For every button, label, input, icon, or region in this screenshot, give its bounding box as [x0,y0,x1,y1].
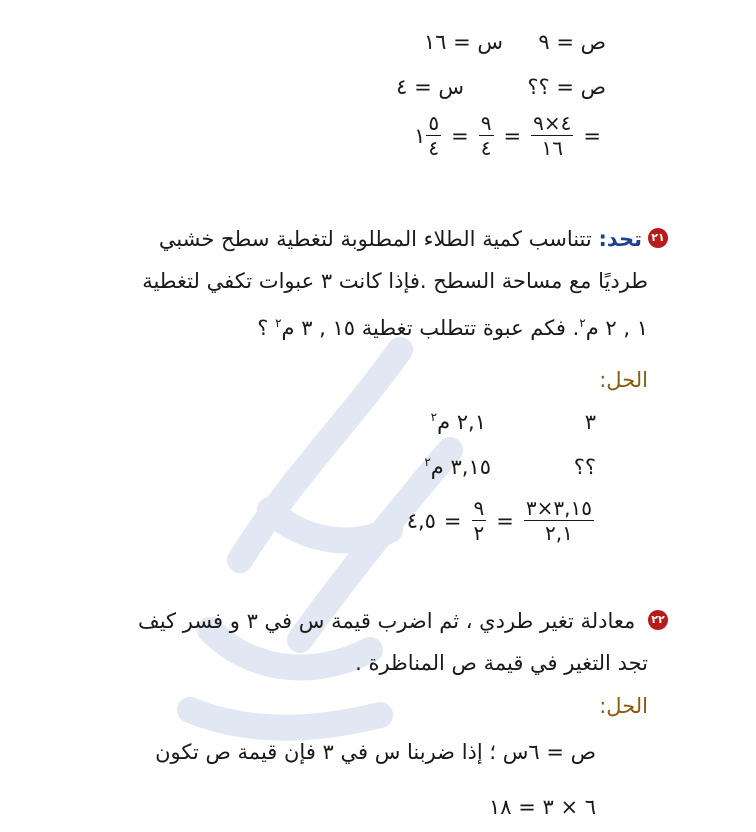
q21-f2-num: ٩ [473,496,485,520]
q22-number-badge: ٢٢ [648,610,668,630]
q21-result: ٤,٥ [406,508,436,533]
q21-line3 [88,302,648,349]
p1-f2-den: ٤ [480,136,492,160]
p1-frac3 [426,112,441,159]
q21-row1-sup: ٢ [430,410,438,424]
q22-line2: تجد التغير في قيمة ص المناظرة . [355,651,648,675]
q22-text [48,600,665,684]
q21-line3-a: ١ , ٢ م [585,316,648,340]
q21-f1-den: ٢,١ [545,521,573,545]
q21-text [88,218,665,349]
p1-frac2 [479,112,494,159]
q21-eq1: = [496,508,514,533]
q21-line3-sup: ٢ [579,316,586,330]
p1-f1-num: ٤×٩ [533,111,572,135]
q21-equation [407,497,596,544]
q21-frac2 [472,497,487,544]
q21-line3-c: ؟ [257,316,276,340]
q21-row2-sup: ٢ [424,455,431,469]
q21-line1-text: تتناسب كمية الطلاء المطلوبة لتغطية سطح خشبي [158,227,592,251]
q21-f2-den: ٢ [473,521,485,545]
p1-lead-eq: = [583,123,601,148]
q21-row1-left: ٣ [584,410,596,434]
q21-eq2: = [443,508,462,533]
p1-f2-num: ٩ [480,111,492,135]
q21-number-badge: ٢١ [648,228,668,248]
q21-solution-label: الحل: [599,368,648,392]
q22-solution-line2: ٦ × ٣ = ١٨ [488,795,596,819]
q21-title: تحد: [598,227,642,251]
p1-eq1: = [503,123,522,148]
q22-solution-line1: ص = ٦س ؛ إذا ضربنا س في ٣ فإن قيمة ص تكون [155,740,596,764]
q21-row1-right-text: ٢,١ م [437,410,486,434]
q22-line1 [48,600,668,642]
p1-line1 [424,30,606,55]
q21-row2-right [424,455,491,480]
q21-line3-sup2: ٢ [275,316,282,330]
q22-solution-label: الحل: [599,694,648,718]
p1-line2 [396,75,606,100]
q21-row2-left: ؟؟ [573,455,596,479]
q21-row2-right-text: ٣,١٥ م [430,455,491,479]
p1-f3-num: ٥ [428,111,440,135]
q21-line1 [88,218,668,260]
p1-x2-value: س = ٤ [396,75,464,99]
p1-f3-den: ٤ [428,136,440,160]
p1-whole: ١ [414,123,426,148]
p1-equation [414,112,601,159]
q21-line2: طرديًا مع مساحة السطح .فإذا كانت ٣ عبوات تكفي لتغطية [142,269,648,293]
p1-y-value: ص = ٩ [538,30,606,54]
p1-f1-den: ١٦ [541,136,563,160]
q21-line3-b: . فكم عبوة تتطلب تغطية ١٥ , ٣ م [281,316,580,340]
p1-eq2: = [451,123,469,148]
p1-x-value: س = ١٦ [423,30,503,54]
p1-y2-value: ص = ؟؟ [527,75,606,99]
q21-f1-num: ٣,١٥×٣ [525,496,592,520]
q21-row1-right [431,410,486,435]
q22-line1-text: معادلة تغير طردي ، ثم اضرب قيمة س في ٣ و فسر كيف [137,609,636,633]
p1-mixed-result [414,112,443,159]
q21-frac1 [524,497,594,544]
p1-frac1 [531,112,573,159]
